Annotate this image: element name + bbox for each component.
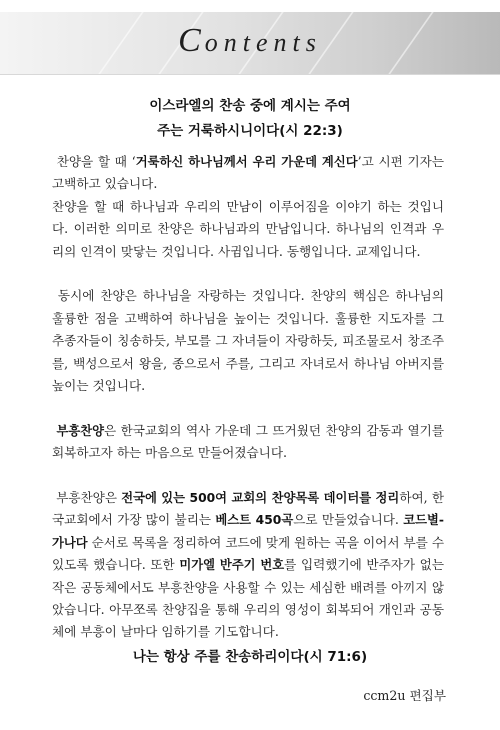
closing-verse: 나는 항상 주를 찬송하리이다(시 71:6) — [132, 649, 368, 665]
page-title-rest: ontents — [204, 28, 322, 57]
emphasis-text: 베스트 450곡 — [215, 513, 294, 528]
heading-line-2: 주는 거룩하시니이다(시 22:3) — [157, 123, 343, 139]
paragraph-text: 부흥찬양은 — [56, 490, 122, 506]
heading-line-1: 이스라엘의 찬송 중에 계시는 주여 — [149, 98, 351, 114]
paragraph-text: 찬양을 할 때 하나님과 우리의 만남이 이루어짐을 이야기 하는 것입니다. 이러한 의미로 찬양은 하나님과의 만남입니다. 하나님의 인격과 우리의 인격이 맞닿는 것입니다. 사귐입니다. 동행입니다. 교제입니다. — [52, 198, 444, 259]
emphasis-text: 부흥찬양 — [56, 423, 104, 438]
paragraph-text: 동시에 찬양은 하나님을 자랑하는 것입니다. 찬양의 핵심은 하나님의 훌륭한 점을 고백하여 하나님을 높이는 것입니다. 훌륭한 지도자를 그 추종자들이 칭송하듯, 부모를 그 자녀들이 자랑하듯, 피조물로서 창조주를, 백성으로서 왕을, 종으로서 주를, 그리고 자녀로서 하나님 아버지를 높이는 것입니다. — [52, 288, 444, 394]
emphasis-text: 미가엘 반주기 번호 — [179, 558, 285, 573]
paragraph-text: 찬양을 할 때 ‘ — [56, 154, 136, 169]
emphasis-text: 전국에 있는 500여 교회의 찬양목록 데이터를 정리 — [121, 491, 400, 506]
paragraph-text: 순서로 목록을 정리하여 코드에 맞게 원하는 곡을 이어서 부를 수 있도록 했습니다. 또한 — [52, 534, 444, 573]
paragraph — [52, 151, 444, 263]
page-title-initial: C — [178, 22, 205, 59]
paragraph-text: 은 한국교회의 역사 가운데 그 뜨거웠던 찬양의 감동과 열기를 회복하고자 하는 마음으로 만들어졌습니다. — [52, 422, 444, 461]
paragraph-text: 를 입력했기에 반주자가 없는 작은 공동체에서도 부흥찬양을 사용할 수 있는 세심한 배려를 아끼지 않았습니다. 아무쪼록 찬양집을 통해 우리의 영성이 회복되어 개인과 공동체에 부흥이 날마다 임하기를 기도합니다. — [52, 557, 445, 640]
paragraph-text: 으로 만들었습니다. — [293, 512, 404, 528]
page-title — [0, 22, 500, 60]
paragraph-text: ’고 시편 기자는 고백하고 있습니다. — [52, 154, 444, 192]
paragraph — [52, 285, 444, 397]
emphasis-text: 거룩하신 하나님께서 우리 가운데 계신다 — [135, 155, 358, 169]
paragraph — [52, 487, 444, 644]
body-text — [52, 151, 444, 644]
header-rule-bottom — [0, 74, 500, 75]
paragraph-text: 하여, 한국교회에서 가장 많이 불리는 — [52, 490, 444, 528]
paragraph — [52, 420, 444, 465]
emphasis-text: 코드별-가나다 — [52, 513, 445, 550]
signature: ccm2u 편집부 — [363, 688, 446, 703]
